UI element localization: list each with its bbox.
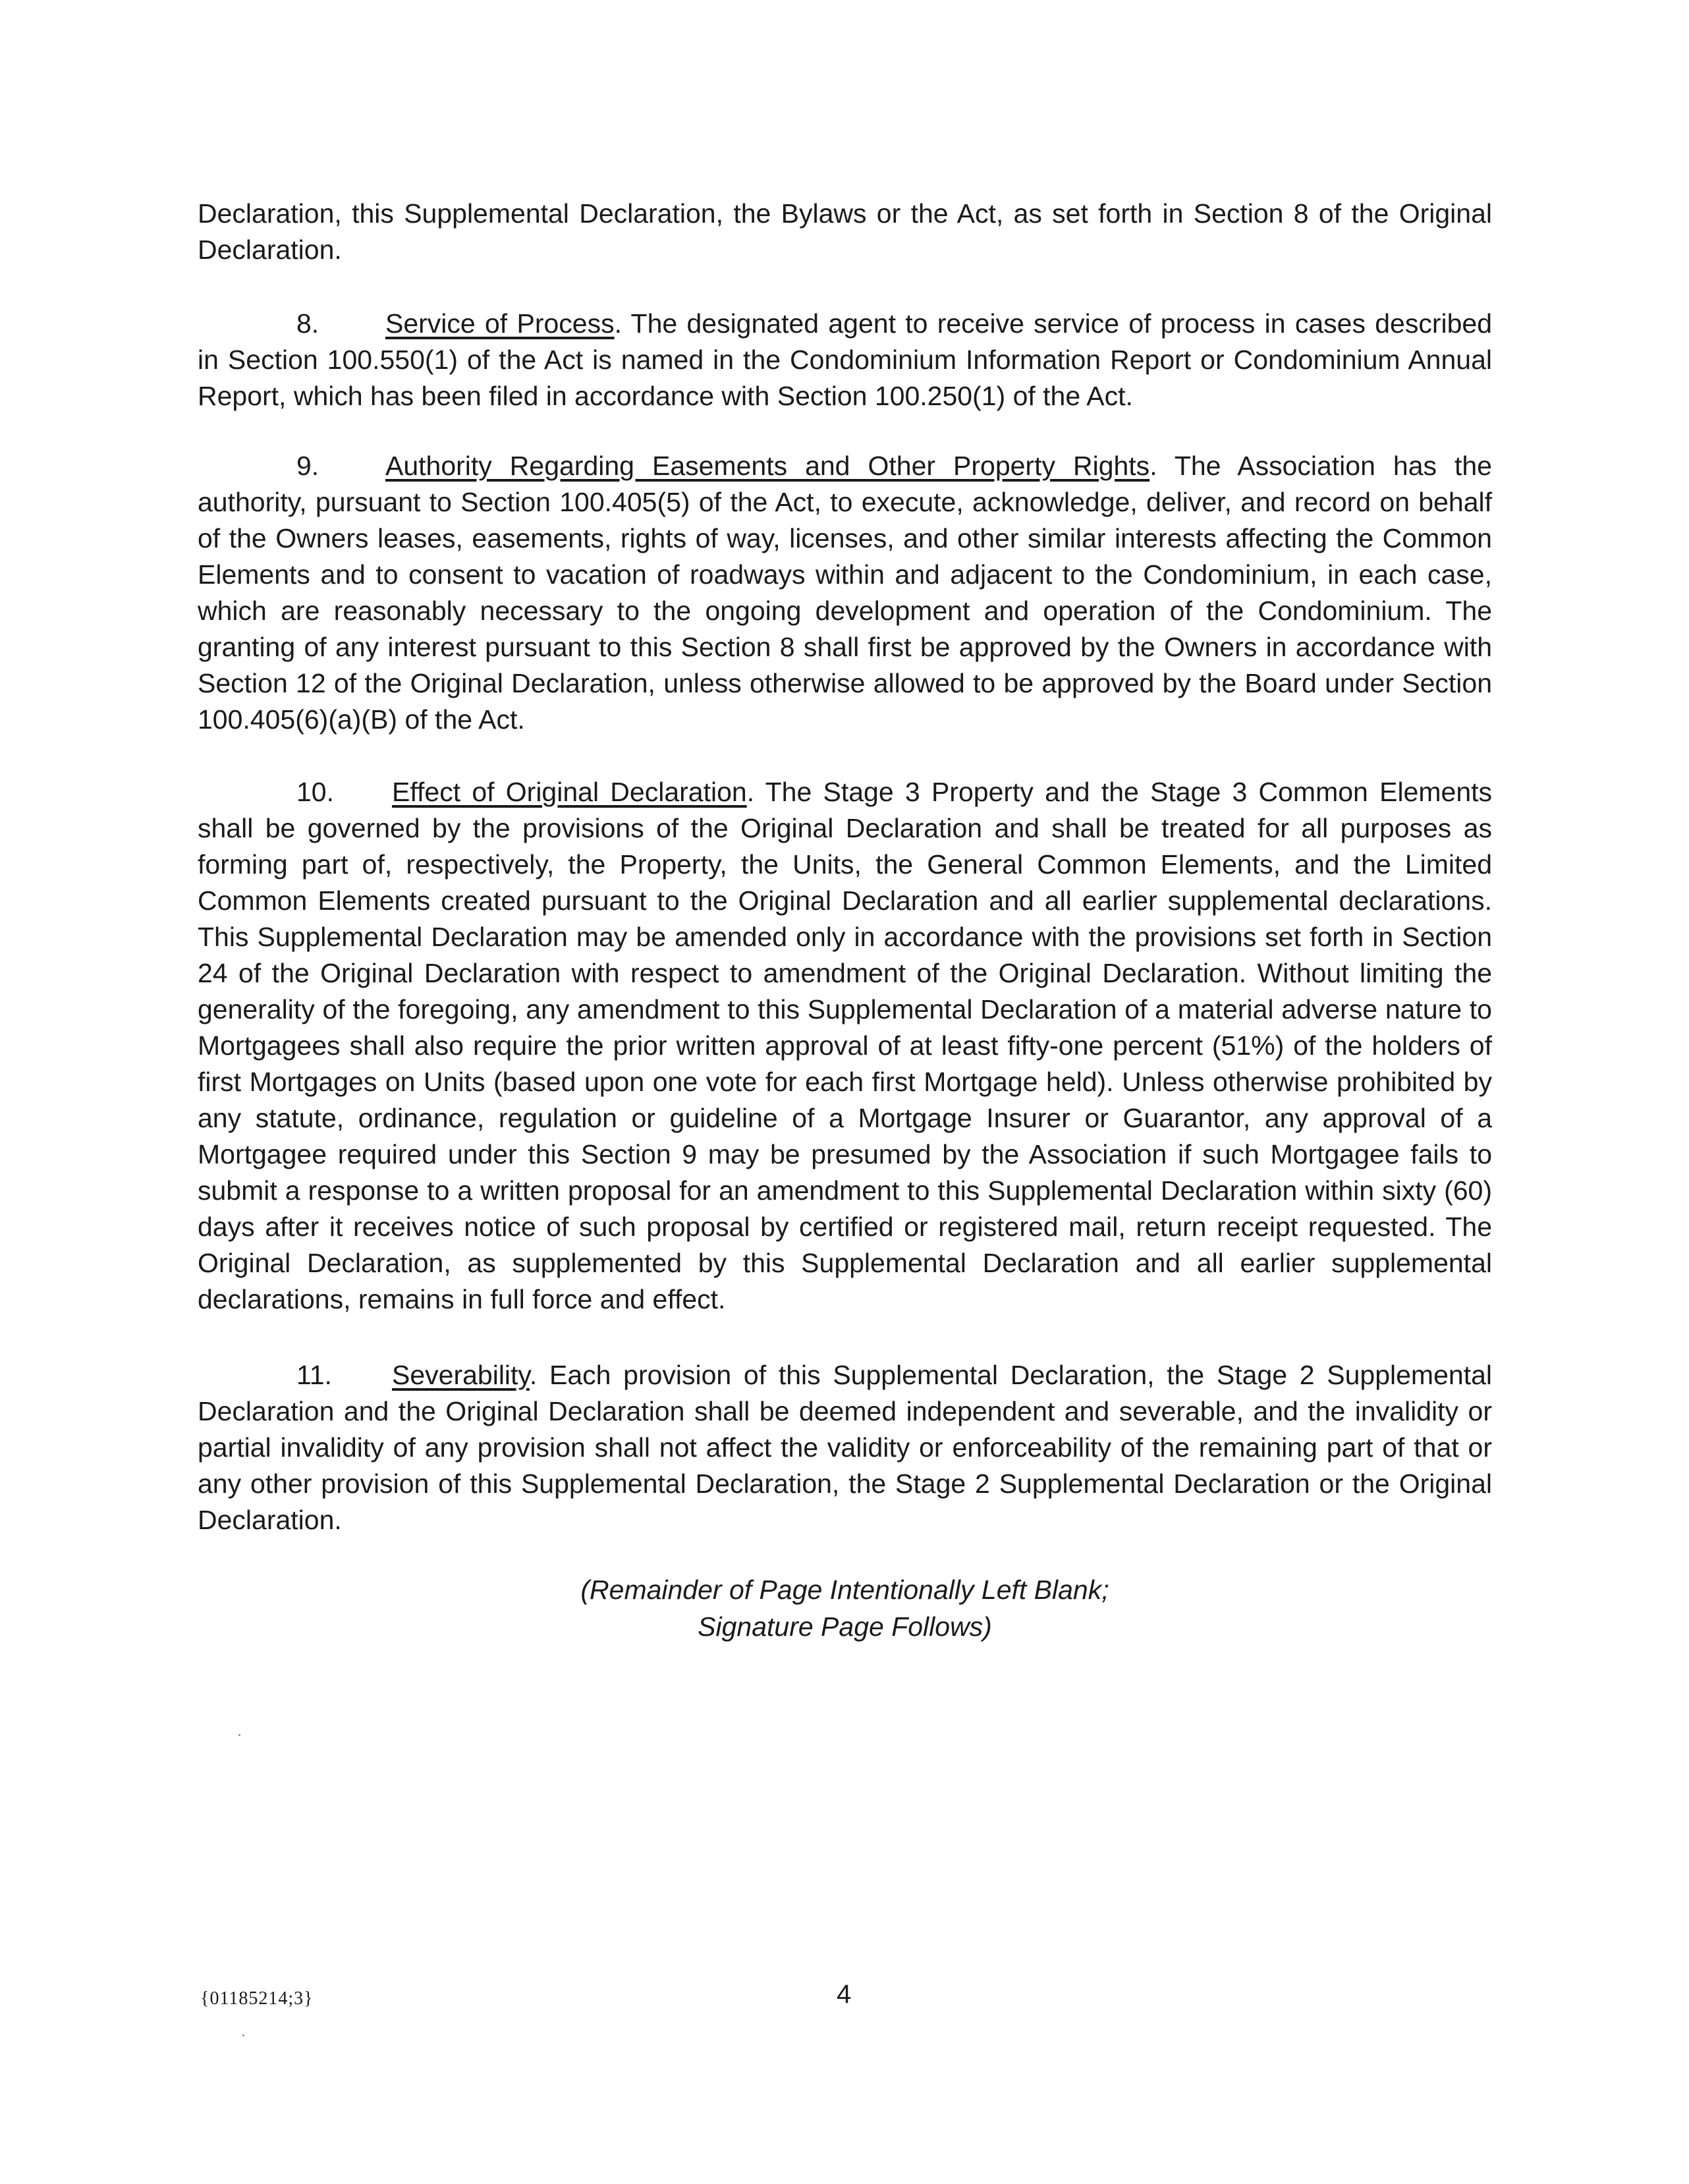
section-9-paragraph — [198, 448, 1492, 738]
section-9-heading: Authority Regarding Easements and Other Property Rights — [385, 451, 1150, 481]
page-number: 4 — [837, 1980, 852, 2009]
document-id: {01185214;3} — [200, 1988, 314, 2009]
section-11-text: . Each provision of this Supplemental Declaration, the Stage 2 Supplemental Declaration and the Original Declaration shall be deemed independent and severable, and the invalidity or partial invalidity of any provision shall not affect the validity or enforceability of the remaining part of that or any other provision of this Supplemental Declaration, the Stage 2 Supplemental Declaration or the Original Declaration. — [198, 1360, 1492, 1535]
scan-speck — [238, 1734, 240, 1736]
section-10-number: 10. — [296, 777, 334, 807]
section-10-heading: Effect of Original Declaration — [392, 777, 747, 807]
section-8-paragraph — [198, 306, 1492, 414]
section-8-heading: Service of Process — [385, 308, 615, 339]
section-8-text: . The designated agent to receive service of process in cases described in Section 100.550(1) of the Act is named in the Condominium Information Report or Condominium Annual Report, which has been filed in accordance with Section 100.250(1) of the Act. — [198, 308, 1493, 411]
continuation-paragraph — [198, 196, 1492, 268]
section-11-paragraph — [198, 1357, 1492, 1538]
scan-speck — [242, 2034, 244, 2036]
section-10-text: . The Stage 3 Property and the Stage 3 Common Elements shall be governed by the provisions of the Original Declaration and shall be treated for all purposes as forming part of, respectively, the Property, the Units, the General Common Elements, and the Limited Common Elements created pursuant to the Original Declaration and all earlier supplemental declarations. This Supplemental Declaration may be amended only in accordance with the provisions set forth in Section 24 of the Original Declaration with respect to amendment of the Original Declaration. Without limiting the generality of the foregoing, any amendment to this Supplemental Declaration of a material adverse nature to Mortgagees shall also require the prior written approval of at least fifty-one percent (51%) of the holders of first Mortgages on Units (based upon one vote for each first Mortgage held). Unless otherwise prohibited by any statute, ordinance, regulation or guideline of a Mortgage Insurer or Guarantor, any approval of a Mortgagee required under this Section 9 may be presumed by the Association if such Mortgagee fails to submit a response to a written proposal for an amendment to this Supplemental Declaration within sixty (60) days after it receives notice of such proposal by certified or registered mail, return receipt requested. The Original Declaration, as supplemented by this Supplemental Declaration and all earlier supplemental declarations, remains in full force and effect. — [198, 777, 1493, 1314]
remainder-blank-note — [198, 1571, 1492, 1645]
remainder-note-line-1: (Remainder of Page Intentionally Left Blank; — [580, 1575, 1109, 1605]
section-10-paragraph — [198, 774, 1492, 1318]
continuation-text: Declaration, this Supplemental Declaration, the Bylaws or the Act, as set forth in Section 8 of the Original Declaration. — [198, 198, 1492, 265]
section-9-text: . The Association has the authority, pursuant to Section 100.405(5) of the Act, to execute, acknowledge, deliver, and record on behalf of the Owners leases, easements, rights of way, licenses, and other similar interests affecting the Common Elements and to consent to vacation of roadways within and adjacent to the Condominium, in each case, which are reasonably necessary to the ongoing development and operation of the Condominium. The granting of any interest pursuant to this Section 8 shall first be approved by the Owners in accordance with Section 12 of the Original Declaration, unless otherwise allowed to be approved by the Board under Section 100.405(6)(a)(B) of the Act. — [198, 451, 1492, 735]
section-8-number: 8. — [296, 308, 319, 339]
remainder-note-line-2: Signature Page Follows) — [698, 1611, 992, 1642]
section-11-number: 11. — [296, 1360, 332, 1390]
section-11-heading: Severability — [392, 1360, 530, 1390]
section-9-number: 9. — [296, 451, 319, 481]
